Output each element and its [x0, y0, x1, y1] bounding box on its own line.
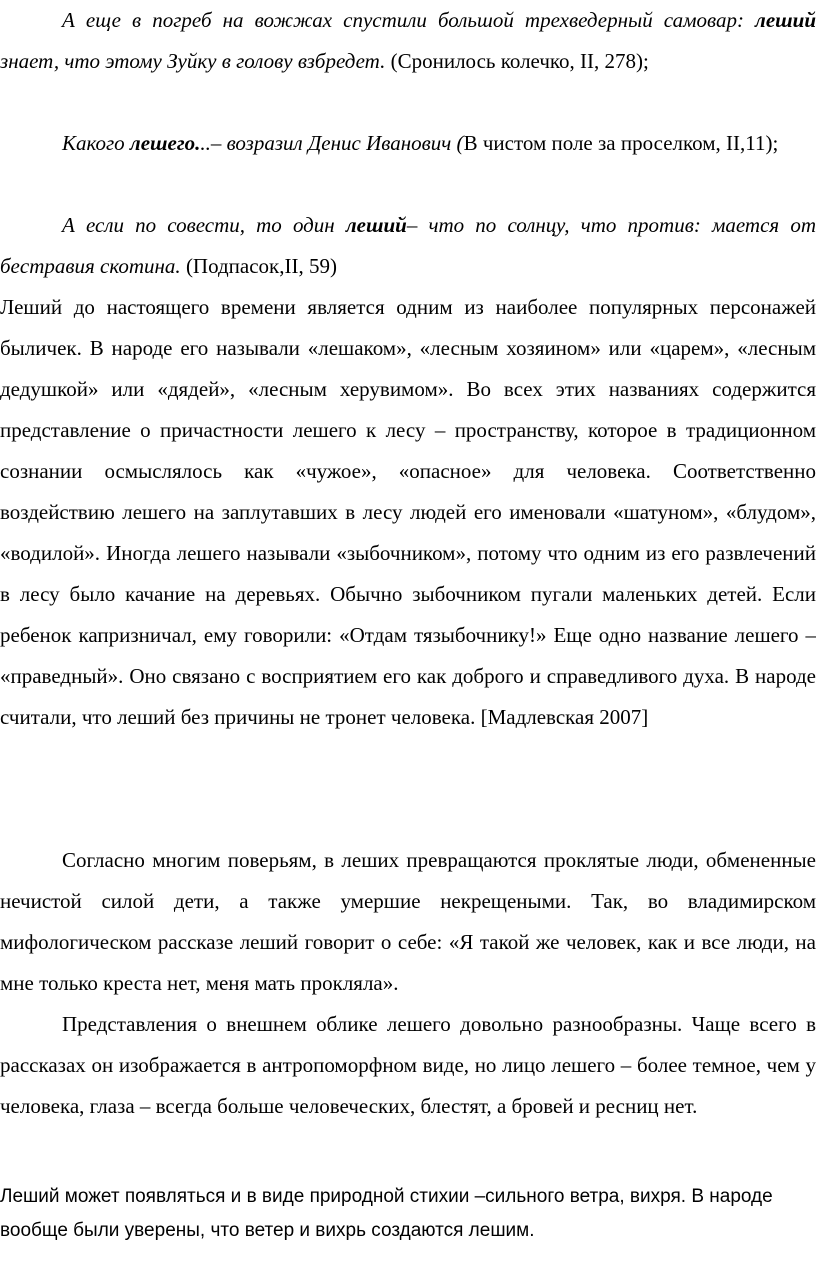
quote-paragraph-3 — [0, 205, 816, 287]
quote-1-text-end: знает, что этому Зуйку в голову взбредет. — [0, 49, 386, 73]
quote-2-text-end: ..– возразил Денис Иванович ( — [200, 131, 464, 155]
quote-1-text: А еще в погреб на вожжах спустили большой трехведерный самовар: — [62, 8, 756, 32]
quote-1-source: (Сронилось колечко, II, 278); — [385, 49, 649, 73]
quote-2-keyword: лешего. — [129, 131, 201, 155]
quote-3-text: А если по совести, то один — [62, 213, 346, 237]
body-paragraph-appearance: Представления о внешнем облике лешего довольно разнообразны. Чаще всего в рассказах он изображается в антропоморфном виде, но лицо лешего – более темное, чем у человека, глаза – всегда больше человеческих, блестят, а бровей и ресниц нет. — [0, 1012, 816, 1118]
quote-paragraph-1 — [0, 0, 816, 82]
quote-3-source: (Подпасок,II, 59) — [180, 254, 337, 278]
quote-2-source: В чистом поле за проселком, II,11); — [463, 131, 779, 155]
quote-paragraph-2 — [0, 123, 816, 164]
quote-3-text-end: – что по солнцу, что против: мается от беcтравия скотина. — [0, 213, 816, 278]
body-paragraph-wind: Леший может появляться и в виде природной стихии –сильного ветра, вихря. В народе вообще были уверены, что ветер и вихрь создаются лешим. — [0, 1186, 773, 1241]
quote-1-keyword: леший — [755, 8, 816, 32]
body-paragraph-beliefs: Согласно многим поверьям, в леших превращаются проклятые люди, обмененные нечистой силой дети, а также умершие некрещеными. Так, во владимирском мифологическом рассказе леший говорит о себе: «Я такой же человек, как и все люди, на мне только креста нет, меня мать прокляла». — [0, 848, 816, 995]
quote-3-keyword: леший — [345, 213, 407, 237]
body-paragraph-leshy-names: Леший до настоящего времени является одним из наиболее популярных персонажей быличек. В народе его называли «лешаком», «лесным хозяином» или «царем», «лесным дедушкой» или «дядей», «лесным херувимом». Во всех этих названиях содержится представление о причастности лешего к лесу – пространству, которое в традиционном сознании осмыслялось как «чужое», «опасное» для человека. Соответственно воздействию лешего на заплутавших в лесу людей его именовали «шатуном», «блудом», «водилой». Иногда лешего называли «зыбочником», потому что одним из его развлечений в лесу было качание на деревьях. Обычно зыбочником пугали маленьких детей. Если ребенок капризничал, ему говорили: «Отдам тязыбочнику!» Еще одно название лешего – «праведный». Оно связано с восприятием его как доброго и справедливого духа. В народе считали, что леший без причины не тронет человека. [Мадлевская 2007] — [0, 295, 816, 729]
quote-2-text: Какого — [62, 131, 130, 155]
